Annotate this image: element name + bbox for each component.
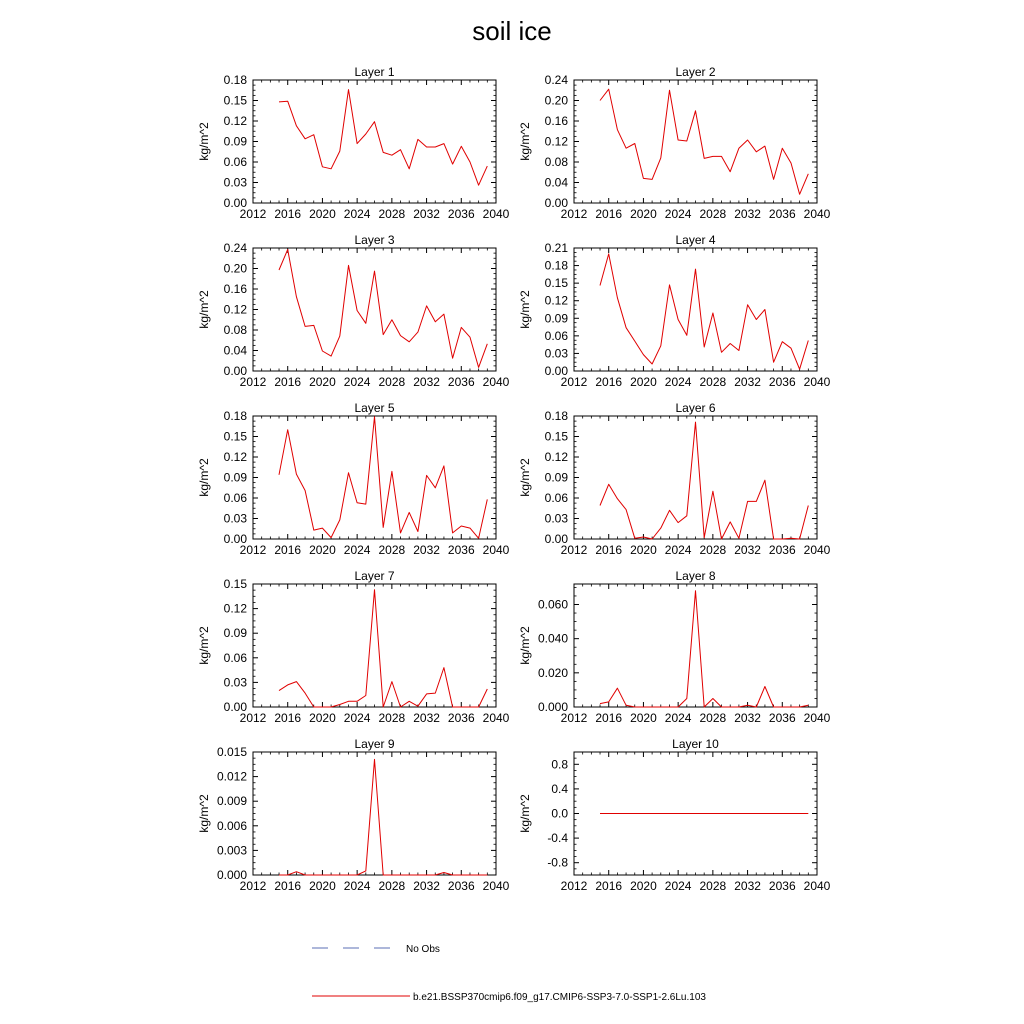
y-tick-label: 0.03	[544, 346, 568, 361]
y-tick-label: 0.8	[551, 757, 568, 772]
legend-item-no-obs	[312, 944, 440, 955]
y-tick-label: 0.03	[223, 175, 247, 190]
y-tick-label: 0.18	[223, 73, 247, 87]
plot-frame	[253, 416, 496, 539]
series-line	[600, 591, 808, 707]
y-tick-label: 0.03	[544, 511, 568, 526]
y-axis-label: kg/m^2	[518, 458, 532, 497]
x-tick-label: 2032	[734, 375, 761, 389]
panel-title: Layer 1	[354, 65, 395, 79]
y-tick-label: 0.006	[216, 818, 247, 833]
y-axis-label: kg/m^2	[197, 626, 211, 665]
y-tick-label: 0.09	[223, 134, 247, 149]
series-line	[600, 422, 808, 539]
x-tick-label: 2028	[378, 543, 406, 557]
panel-title: Layer 9	[354, 737, 395, 751]
plot-frame	[253, 80, 496, 203]
y-axis-label: kg/m^2	[518, 794, 532, 833]
y-tick-label: 0.09	[544, 470, 568, 485]
y-tick-label: 0.00	[544, 364, 568, 378]
x-tick-label: 2040	[803, 207, 831, 221]
x-tick-label: 2020	[630, 711, 657, 725]
panel-layer-8	[518, 569, 831, 725]
panel-layer-3	[197, 233, 510, 389]
x-tick-label: 2016	[595, 711, 623, 725]
x-tick-label: 2012	[560, 207, 588, 221]
figure-title: soil ice	[472, 16, 552, 46]
x-tick-label: 2020	[630, 543, 657, 557]
y-tick-label: 0.20	[544, 93, 568, 108]
y-tick-label: 0.12	[544, 134, 568, 149]
x-tick-label: 2028	[699, 879, 727, 893]
y-tick-label: 0.00	[223, 700, 247, 714]
y-tick-label: 0.15	[544, 429, 568, 444]
x-tick-label: 2024	[664, 375, 692, 389]
x-tick-label: 2028	[378, 375, 406, 389]
series-line	[279, 250, 487, 368]
y-tick-label: 0.08	[544, 155, 568, 169]
x-tick-label: 2032	[734, 543, 761, 557]
x-tick-label: 2040	[803, 879, 831, 893]
x-tick-label: 2040	[803, 375, 831, 389]
y-tick-label: 0.06	[223, 650, 247, 665]
series-line	[279, 759, 487, 875]
y-tick-label: 0.020	[537, 665, 568, 680]
x-tick-label: 2036	[447, 375, 475, 389]
y-tick-label: 0.18	[544, 258, 568, 273]
x-tick-label: 2032	[734, 207, 761, 221]
y-axis-label: kg/m^2	[518, 626, 532, 665]
x-tick-label: 2012	[239, 711, 267, 725]
y-tick-label: 0.03	[223, 675, 247, 690]
x-tick-label: 2036	[768, 375, 796, 389]
y-tick-label: 0.18	[544, 409, 568, 423]
series-line	[279, 417, 487, 539]
x-tick-label: 2032	[413, 543, 440, 557]
panel-layer-6	[518, 401, 831, 557]
panel-title: Layer 8	[675, 569, 716, 583]
panel-title: Layer 4	[675, 233, 716, 247]
legend	[312, 944, 706, 1003]
x-tick-label: 2016	[595, 879, 623, 893]
panel-title: Layer 3	[354, 233, 395, 247]
y-tick-label: 0.000	[216, 868, 247, 882]
x-tick-label: 2036	[447, 543, 475, 557]
x-tick-label: 2028	[699, 543, 727, 557]
x-tick-label: 2024	[343, 543, 371, 557]
x-tick-label: 2040	[482, 879, 510, 893]
plot-frame	[253, 752, 496, 875]
x-tick-label: 2024	[343, 375, 371, 389]
x-tick-label: 2020	[630, 879, 657, 893]
y-tick-label: 0.09	[223, 470, 247, 485]
y-tick-label: -0.4	[547, 831, 568, 846]
plot-frame	[574, 248, 817, 371]
y-tick-label: 0.015	[216, 745, 247, 759]
x-tick-label: 2024	[664, 879, 692, 893]
y-axis-label: kg/m^2	[197, 290, 211, 329]
x-tick-label: 2028	[378, 207, 406, 221]
x-tick-label: 2028	[699, 207, 727, 221]
y-tick-label: 0.20	[223, 261, 247, 276]
x-tick-label: 2036	[768, 207, 796, 221]
y-tick-label: 0.00	[544, 196, 568, 210]
y-axis-label: kg/m^2	[197, 122, 211, 161]
y-tick-label: 0.4	[551, 781, 568, 796]
series-line	[279, 90, 487, 186]
y-tick-label: 0.12	[223, 114, 247, 128]
y-axis-label: kg/m^2	[197, 458, 211, 497]
y-axis-label: kg/m^2	[518, 290, 532, 329]
y-tick-label: 0.12	[223, 302, 247, 317]
y-tick-label: 0.0	[551, 806, 568, 821]
panel-layer-4	[518, 233, 831, 389]
series-line	[600, 89, 808, 194]
panel-title: Layer 5	[354, 401, 395, 415]
x-tick-label: 2012	[239, 375, 267, 389]
x-tick-label: 2024	[664, 543, 692, 557]
x-tick-label: 2032	[734, 879, 761, 893]
y-tick-label: 0.24	[223, 241, 247, 255]
y-tick-label: 0.09	[544, 311, 568, 326]
x-tick-label: 2040	[482, 543, 510, 557]
x-tick-label: 2016	[274, 879, 302, 893]
plot-frame	[574, 416, 817, 539]
panel-layer-1	[197, 65, 510, 221]
y-tick-label: 0.00	[223, 196, 247, 210]
x-tick-label: 2040	[482, 711, 510, 725]
y-tick-label: 0.18	[223, 409, 247, 423]
x-tick-label: 2012	[560, 543, 588, 557]
y-tick-label: 0.16	[223, 282, 247, 296]
x-tick-label: 2032	[413, 879, 440, 893]
x-tick-label: 2016	[595, 207, 623, 221]
y-tick-label: 0.03	[223, 511, 247, 526]
x-tick-label: 2040	[803, 543, 831, 557]
x-tick-label: 2036	[768, 543, 796, 557]
y-tick-label: 0.21	[544, 241, 568, 255]
x-tick-label: 2012	[560, 879, 588, 893]
panel-layer-7	[197, 569, 510, 725]
x-tick-label: 2036	[768, 711, 796, 725]
x-tick-label: 2016	[274, 207, 302, 221]
y-tick-label: -0.8	[547, 855, 568, 870]
y-tick-label: 0.12	[544, 293, 568, 308]
x-tick-label: 2020	[309, 879, 336, 893]
legend-label: No Obs	[406, 944, 440, 955]
y-tick-label: 0.003	[216, 843, 247, 858]
x-tick-label: 2020	[309, 207, 336, 221]
y-tick-label: 0.040	[537, 631, 568, 646]
panel-layer-9	[197, 737, 510, 893]
x-tick-label: 2028	[378, 879, 406, 893]
y-tick-label: 0.06	[223, 155, 247, 169]
x-tick-label: 2036	[447, 879, 475, 893]
plot-frame	[574, 584, 817, 707]
x-tick-label: 2016	[274, 711, 302, 725]
x-tick-label: 2028	[378, 711, 406, 725]
x-tick-label: 2036	[447, 207, 475, 221]
x-tick-label: 2036	[768, 879, 796, 893]
y-tick-label: 0.009	[216, 794, 247, 809]
x-tick-label: 2032	[413, 375, 440, 389]
x-tick-label: 2024	[343, 879, 371, 893]
panel-title: Layer 2	[675, 65, 716, 79]
y-tick-label: 0.15	[223, 93, 247, 108]
x-tick-label: 2024	[664, 207, 692, 221]
series-line	[279, 590, 487, 707]
x-tick-label: 2024	[343, 207, 371, 221]
y-tick-label: 0.06	[544, 328, 568, 343]
x-tick-label: 2040	[482, 375, 510, 389]
panel-title: Layer 10	[672, 737, 719, 751]
series-line	[600, 254, 808, 369]
legend-item-model-run	[312, 992, 706, 1003]
x-tick-label: 2016	[595, 543, 623, 557]
x-tick-label: 2020	[630, 375, 657, 389]
x-tick-label: 2032	[413, 207, 440, 221]
y-tick-label: 0.12	[223, 450, 247, 464]
x-tick-label: 2012	[239, 207, 267, 221]
x-tick-label: 2012	[239, 543, 267, 557]
y-axis-label: kg/m^2	[197, 794, 211, 833]
x-tick-label: 2020	[309, 375, 336, 389]
y-tick-label: 0.12	[223, 601, 247, 616]
x-tick-label: 2020	[309, 711, 336, 725]
x-tick-label: 2040	[482, 207, 510, 221]
panel-title: Layer 7	[354, 569, 395, 583]
x-tick-label: 2016	[274, 375, 302, 389]
x-tick-label: 2032	[413, 711, 440, 725]
y-tick-label: 0.15	[223, 429, 247, 444]
y-tick-label: 0.09	[223, 626, 247, 641]
x-tick-label: 2012	[560, 711, 588, 725]
x-tick-label: 2028	[699, 375, 727, 389]
y-tick-label: 0.00	[223, 532, 247, 546]
x-tick-label: 2020	[309, 543, 336, 557]
y-tick-label: 0.04	[544, 175, 568, 190]
x-tick-label: 2016	[274, 543, 302, 557]
x-tick-label: 2016	[595, 375, 623, 389]
panel-layer-5	[197, 401, 510, 557]
y-axis-label: kg/m^2	[518, 122, 532, 161]
legend-label: b.e21.BSSP370cmip6.f09_g17.CMIP6-SSP3-7.0-SSP1-2.6Lu.103	[413, 992, 706, 1003]
y-tick-label: 0.24	[544, 73, 568, 87]
y-tick-label: 0.04	[223, 343, 247, 358]
panel-title: Layer 6	[675, 401, 716, 415]
y-tick-label: 0.012	[216, 769, 247, 784]
x-tick-label: 2012	[560, 375, 588, 389]
y-tick-label: 0.15	[544, 276, 568, 291]
plot-frame	[253, 584, 496, 707]
x-tick-label: 2036	[447, 711, 475, 725]
y-tick-label: 0.16	[544, 114, 568, 128]
plot-frame	[253, 248, 496, 371]
x-tick-label: 2024	[343, 711, 371, 725]
x-tick-label: 2032	[734, 711, 761, 725]
y-tick-label: 0.000	[537, 700, 568, 714]
y-tick-label: 0.060	[537, 597, 568, 612]
y-tick-label: 0.08	[223, 323, 247, 337]
y-tick-label: 0.00	[544, 532, 568, 546]
x-tick-label: 2040	[803, 711, 831, 725]
x-tick-label: 2024	[664, 711, 692, 725]
y-tick-label: 0.15	[223, 577, 247, 591]
x-tick-label: 2020	[630, 207, 657, 221]
x-tick-label: 2028	[699, 711, 727, 725]
y-tick-label: 0.06	[223, 491, 247, 505]
panel-layer-2	[518, 65, 831, 221]
panel-layer-10	[518, 737, 831, 893]
y-tick-label: 0.12	[544, 450, 568, 464]
y-tick-label: 0.06	[544, 491, 568, 505]
y-tick-label: 0.00	[223, 364, 247, 378]
x-tick-label: 2012	[239, 879, 267, 893]
